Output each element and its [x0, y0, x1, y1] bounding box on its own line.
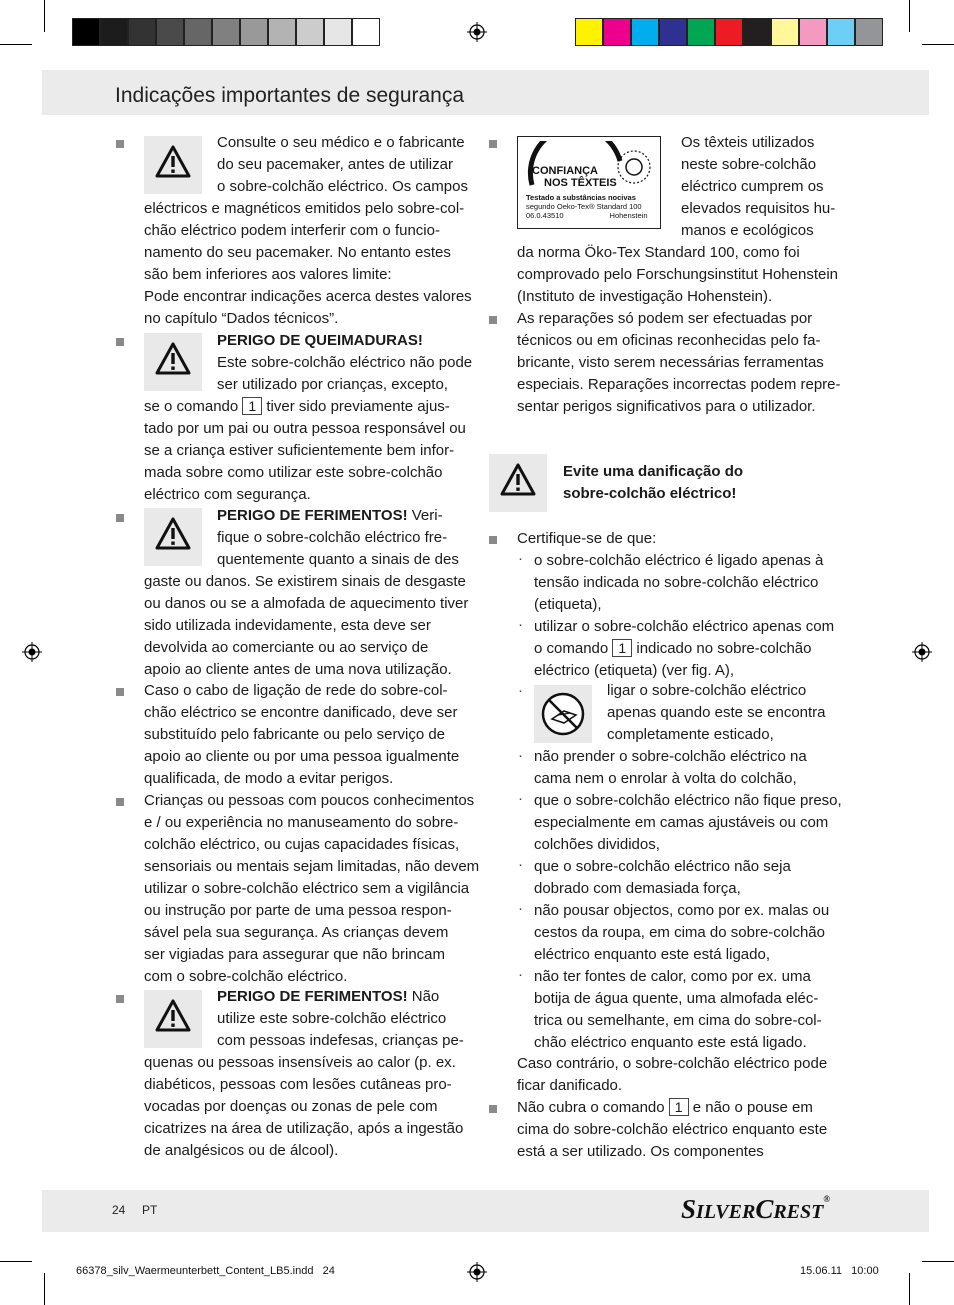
repair-paragraph	[517, 308, 841, 418]
warning-triangle-icon	[155, 999, 191, 1033]
color-swatch	[799, 18, 827, 46]
warning-heading: PERIGO DE FERIMENTOS!	[217, 507, 408, 524]
color-swatch	[603, 18, 631, 46]
text-line: técnicos ou em oficinas reconhecidas pelo fa-	[517, 332, 821, 349]
text-line: ser utilizado por crianças, excepto,	[217, 376, 448, 393]
file-slug: 66378_silv_Waermeunterbett_Content_LB5.indd 24	[76, 1265, 335, 1277]
text-span: Não cubra o comando	[517, 1099, 665, 1116]
check-item	[534, 900, 829, 966]
text-line: que o sobre-colchão eléctrico não seja	[534, 858, 791, 875]
text-line: eléctricos e magnéticos emitidos pelo sobre-col-	[144, 200, 465, 217]
text-line: Consulte o seu médico e o fabricante	[217, 134, 465, 151]
check-item	[534, 790, 842, 856]
registered-mark: ®	[823, 1194, 831, 1204]
text-span: o comando	[534, 640, 609, 657]
text-line: sido utilizada indevidamente, esta deve ser	[144, 617, 431, 634]
crop-mark	[0, 1261, 32, 1262]
gray-swatch	[324, 18, 352, 46]
text-line: bricante, visto serem necessárias ferramentas	[517, 354, 824, 371]
bullet	[489, 140, 497, 148]
check-item	[534, 746, 807, 790]
color-swatch	[631, 18, 659, 46]
text-line: dobrado com demasiada força,	[534, 880, 741, 897]
check-item	[607, 680, 826, 746]
color-swatch	[575, 18, 603, 46]
color-swatch	[659, 18, 687, 46]
oeko-line: Testado a substâncias nocivas	[526, 193, 636, 202]
text-line: eléctrico cumprem os	[681, 178, 824, 195]
crop-mark	[922, 44, 954, 45]
section-heading	[563, 461, 743, 505]
color-swatch	[715, 18, 743, 46]
text-line: Caso contrário, o sobre-colchão eléctrico pode	[517, 1055, 828, 1072]
text-line: apenas quando este se encontra	[607, 704, 826, 721]
text-line: eléctrico com segurança.	[144, 486, 311, 503]
bullet	[489, 1105, 497, 1113]
text-line: substituído pelo fabricante ou pelo serviço de	[144, 726, 446, 743]
p3-top	[217, 505, 459, 571]
text-line: sentar perigos significativos para o utilizador.	[517, 398, 816, 415]
dash-bullet: ·	[518, 616, 523, 633]
crop-mark	[44, 0, 45, 32]
text-line: não pousar objectos, como por ex. malas ou	[534, 902, 830, 919]
check-item	[534, 856, 791, 900]
text-line: que o sobre-colchão eléctrico não fique preso,	[534, 792, 842, 809]
text-line: chão eléctrico podem interferir com o funcio-	[144, 222, 440, 239]
text-line: fique o sobre-colchão eléctrico fre-	[217, 529, 448, 546]
check-tail	[517, 1053, 827, 1097]
registration-mark-icon	[912, 642, 932, 662]
text-span: e não o pouse em	[692, 1099, 813, 1116]
crop-mark	[909, 1273, 910, 1305]
gray-swatch	[184, 18, 212, 46]
text-line: se a criança estiver suficientemente bem infor-	[144, 442, 455, 459]
text-line: vocadas por doenças ou zonas de pele com	[144, 1098, 438, 1115]
text-line: quenas ou pessoas insensíveis ao calor (p. ex.	[144, 1054, 456, 1071]
warning-box	[144, 333, 202, 391]
crop-mark	[922, 1261, 954, 1262]
warning-triangle-icon	[500, 463, 536, 497]
dash-bullet: ·	[518, 682, 523, 699]
text-line: o sobre-colchão eléctrico. Os campos	[217, 178, 468, 195]
text-line: elevados requisitos hu-	[681, 200, 836, 217]
gray-swatch	[296, 18, 324, 46]
oeko-institute: Hohenstein	[609, 211, 648, 220]
text-line: neste sobre-colchão	[681, 156, 817, 173]
text-line: Crianças ou pessoas com poucos conhecimentos	[144, 792, 475, 809]
text-line: especialmente em camas ajustáveis ou com	[534, 814, 829, 831]
registration-mark-icon	[467, 1262, 487, 1282]
crop-mark	[0, 44, 32, 45]
page-number: 24	[112, 1203, 126, 1217]
text-line: utilizar o sobre-colchão eléctrico apenas com	[534, 618, 835, 635]
text-line	[517, 1097, 827, 1119]
text-line: devolvida ao comerciante ou ao serviço de	[144, 639, 429, 656]
text-line: não ter fontes de calor, como por ex. uma	[534, 968, 811, 985]
dash-bullet: ·	[518, 790, 523, 807]
oeko-line: NOS TÊXTEIS	[544, 177, 617, 189]
brand-letter: REST	[773, 1201, 824, 1223]
warning-box	[489, 454, 547, 512]
text-line: Este sobre-colchão eléctrico não pode	[217, 354, 473, 371]
text-line	[144, 396, 466, 418]
text-line: ou danos ou se a almofada de aquecimento tiver	[144, 595, 469, 612]
dash-bullet: ·	[518, 550, 523, 567]
p6-body	[144, 1052, 463, 1162]
gray-swatch	[212, 18, 240, 46]
dash-bullet: ·	[518, 900, 523, 917]
text-span: tiver sido previamente ajus-	[266, 398, 450, 415]
bullet	[116, 798, 124, 806]
text-line: cicatrizes na área de utilização, após a ingestão	[144, 1120, 464, 1137]
text-line: gaste ou danos. Se existirem sinais de desgaste	[144, 573, 466, 590]
text-line: no capítulo “Dados técnicos”.	[144, 310, 339, 327]
gray-swatch	[268, 18, 296, 46]
text-line: ligar o sobre-colchão eléctrico	[607, 682, 807, 699]
warning-heading: PERIGO DE FERIMENTOS!	[217, 988, 408, 1005]
text-line: ou instrução por parte de uma pessoa respon-	[144, 902, 452, 919]
text-line: Evite uma danificação do	[563, 463, 744, 480]
brand-logo	[681, 1194, 830, 1225]
language-code: PT	[142, 1203, 158, 1217]
text-line: As reparações só podem ser efectuadas por	[517, 310, 813, 327]
warning-triangle-icon	[155, 517, 191, 551]
check-item	[534, 966, 822, 1054]
p2-body	[144, 396, 466, 506]
oeko-code: 06.0.43510	[526, 211, 564, 220]
oeko-details	[526, 193, 648, 220]
text-line: namento do seu pacemaker. No entanto estes	[144, 244, 451, 261]
text-span: Veri-	[411, 507, 443, 524]
text-line: são bem inferiores aos valores limite:	[144, 266, 392, 283]
control-number-badge: 1	[242, 397, 262, 415]
text-line: cima do sobre-colchão eléctrico enquanto este	[517, 1121, 828, 1138]
color-swatch	[771, 18, 799, 46]
text-line: chão eléctrico enquanto este está ligado.	[534, 1034, 807, 1051]
text-line: da norma Öko-Tex Standard 100, como foi	[517, 244, 800, 261]
text-line: chão eléctrico se encontre danificado, deve ser	[144, 704, 458, 721]
control-number-badge: 1	[669, 1098, 689, 1116]
oeko-line	[526, 211, 648, 220]
text-line: qualificada, de modo a evitar perigos.	[144, 770, 394, 787]
warning-heading: PERIGO DE QUEIMADURAS!	[217, 332, 423, 349]
p1-body	[144, 198, 472, 330]
oeko-body	[517, 242, 838, 308]
brand-letter: S	[681, 1194, 697, 1224]
text-span: Não	[411, 988, 440, 1005]
text-line: de analgésicos ou de álcool).	[144, 1142, 339, 1159]
text-line: ficar danificado.	[517, 1077, 623, 1094]
text-line: o sobre-colchão eléctrico é ligado apenas à	[534, 552, 824, 569]
dash-bullet: ·	[518, 966, 523, 983]
gray-swatch	[240, 18, 268, 46]
no-fold-box	[534, 685, 592, 743]
color-swatch	[855, 18, 883, 46]
p2-top	[217, 330, 472, 396]
text-line: tensão indicada no sobre-colchão eléctrico	[534, 574, 819, 591]
text-line: eléctrico (etiqueta) (ver fig. A),	[534, 662, 735, 679]
text-line: cestos da roupa, em cima do sobre-colchão	[534, 924, 825, 941]
bullet	[116, 338, 124, 346]
text-span: indicado no sobre-colchão	[636, 640, 812, 657]
text-line: colchão eléctrico, ou cujas capacidades físicas,	[144, 836, 460, 853]
text-line: do seu pacemaker, antes de utilizar	[217, 156, 453, 173]
no-folding-icon	[540, 691, 586, 737]
check-item	[534, 616, 834, 682]
text-line: com pessoas indefesas, crianças pe-	[217, 1032, 464, 1049]
text-line	[217, 986, 464, 1008]
text-line	[217, 505, 459, 527]
bullet	[116, 514, 124, 522]
registration-mark-icon	[22, 642, 42, 662]
text-line: Os têxteis utilizados	[681, 134, 815, 151]
text-line: trica ou semelhante, em cima do sobre-col-	[534, 1012, 822, 1029]
text-line: ser vigiadas para assegurar que não brincam	[144, 946, 446, 963]
oeko-line: segundo Oeko-Tex® Standard 100	[526, 202, 642, 211]
text-line: e / ou experiência no manuseamento do sobre-	[144, 814, 459, 831]
text-line: manos e ecológicos	[681, 222, 814, 239]
text-line: botija de água quente, uma almofada eléc-	[534, 990, 819, 1007]
warning-box	[144, 508, 202, 566]
text-line: colchões divididos,	[534, 836, 660, 853]
oeko-line: CONFIANÇA	[532, 165, 598, 177]
color-swatch	[687, 18, 715, 46]
text-line	[534, 638, 834, 660]
text-line: Pode encontrar indicações acerca destes valores	[144, 288, 472, 305]
p5	[144, 790, 479, 988]
text-span: se o comando	[144, 398, 239, 415]
text-line: com o sobre-colchão eléctrico.	[144, 968, 348, 985]
registration-mark-icon	[467, 22, 487, 42]
p3-body	[144, 571, 468, 681]
color-swatch	[827, 18, 855, 46]
text-line: especiais. Reparações incorrectas podem repre-	[517, 376, 841, 393]
text-line: apoio ao cliente antes de uma nova utilização.	[144, 661, 452, 678]
text-line: completamente esticado,	[607, 726, 774, 743]
text-line: está a ser utilizado. Os componentes	[517, 1143, 764, 1160]
warning-box	[144, 136, 202, 194]
warning-box	[144, 990, 202, 1048]
text-line: mada sobre como utilizar este sobre-colchão	[144, 464, 443, 481]
text-line: tado por um pai ou outra pessoa responsável ou	[144, 420, 466, 437]
text-line: quentemente quanto a sinais de des	[217, 551, 459, 568]
gray-swatch	[100, 18, 128, 46]
bullet	[116, 140, 124, 148]
text-line: comprovado pelo Forschungsinstitut Hohenstein	[517, 266, 839, 283]
bullet	[489, 316, 497, 324]
cover-paragraph	[517, 1097, 827, 1163]
dash-bullet: ·	[518, 747, 523, 764]
gray-swatch	[72, 18, 100, 46]
dash-bullet: ·	[518, 856, 523, 873]
oeko-top	[681, 132, 835, 242]
text-line: não prender o sobre-colchão eléctrico na	[534, 748, 807, 765]
brand-letter: ILVER	[696, 1201, 756, 1223]
text-line: (etiqueta),	[534, 596, 602, 613]
check-intro: Certifique-se de que:	[517, 530, 657, 547]
warning-triangle-icon	[155, 342, 191, 376]
crop-mark	[44, 1273, 45, 1305]
text-line: cama nem o enrolar à volta do colchão,	[534, 770, 797, 787]
text-line: sensoriais ou mentais sejam limitadas, não devem	[144, 858, 480, 875]
p6-top	[217, 986, 464, 1052]
page-title: Indicações importantes de segurança	[115, 84, 465, 107]
color-swatch	[743, 18, 771, 46]
warning-triangle-icon	[155, 145, 191, 179]
bullet	[116, 688, 124, 696]
oeko-title	[532, 165, 617, 189]
text-line: (Instituto de investigação Hohenstein).	[517, 288, 773, 305]
text-line: diabéticos, pessoas com lesões cutâneas pro-	[144, 1076, 452, 1093]
bullet	[116, 995, 124, 1003]
date-slug: 15.06.11 10:00	[800, 1265, 879, 1277]
crop-mark	[909, 0, 910, 32]
text-line: sobre-colchão eléctrico!	[563, 485, 737, 502]
oeko-tex-label	[517, 136, 661, 229]
text-line: utilizar o sobre-colchão eléctrico sem a vigilância	[144, 880, 470, 897]
gray-swatch	[352, 18, 380, 46]
text-line: eléctrico enquanto este está ligado,	[534, 946, 770, 963]
bullet	[489, 536, 497, 544]
gray-swatch	[156, 18, 184, 46]
p4	[144, 680, 459, 790]
text-line: utilize este sobre-colchão eléctrico	[217, 1010, 447, 1027]
control-number-badge: 1	[612, 639, 632, 657]
text-line: Caso o cabo de ligação de rede do sobre-col-	[144, 682, 448, 699]
check-item	[534, 550, 823, 616]
brand-letter: C	[755, 1194, 774, 1224]
text-line: apoio ao cliente ou por uma pessoa igualmente	[144, 748, 460, 765]
text-line: sável pela sua segurança. As crianças devem	[144, 924, 449, 941]
p1-top	[217, 132, 468, 198]
gray-swatch	[128, 18, 156, 46]
